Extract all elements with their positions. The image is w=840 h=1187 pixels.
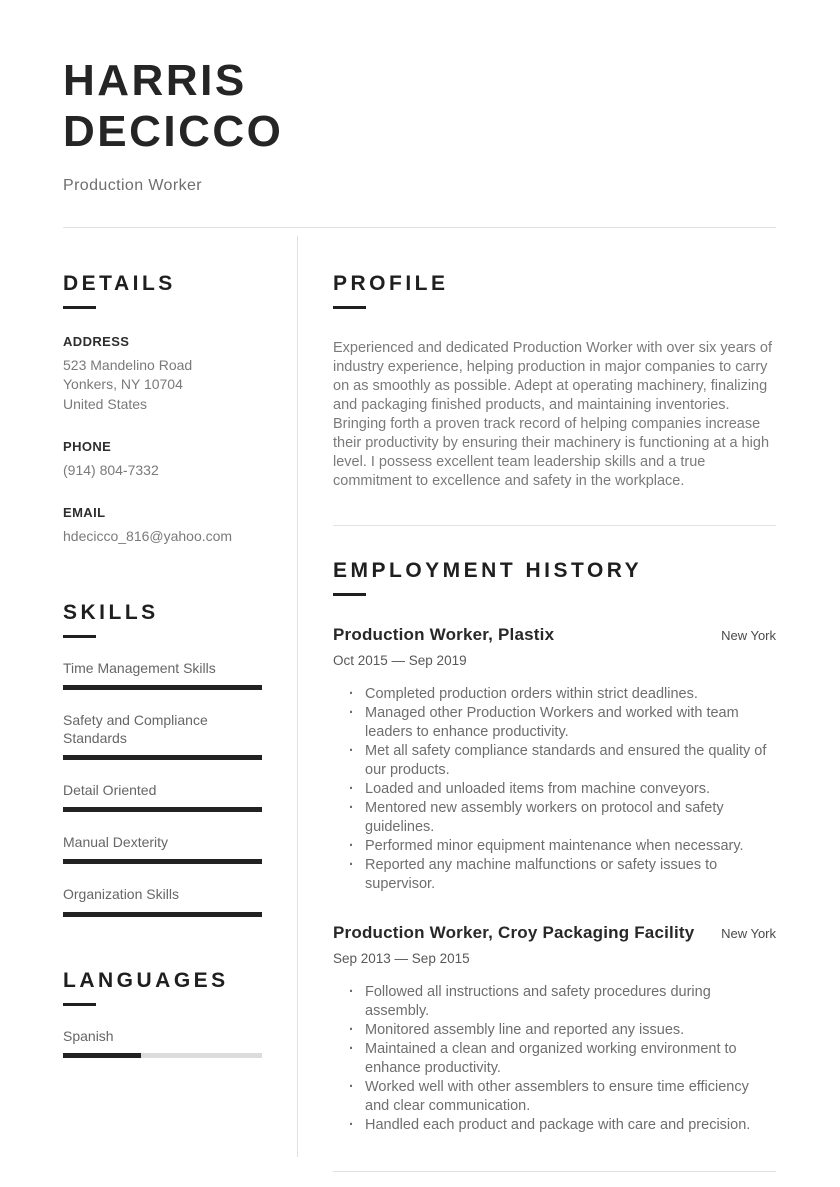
skill-item	[63, 711, 262, 760]
job-entry	[333, 625, 776, 894]
job-entry	[333, 923, 776, 1135]
skill-bar-track	[63, 859, 262, 864]
job-bullet: · Followed all instructions and safety procedures during assembly.	[333, 983, 776, 1021]
address-label: ADDRESS	[63, 333, 130, 349]
skill-label: Safety and Compliance Standards	[63, 711, 208, 746]
employment-heading: EMPLOYMENT HISTORY	[333, 558, 643, 582]
skills-heading: SKILLS	[63, 600, 159, 624]
skill-label: Detail Oriented	[63, 782, 157, 799]
job-bullet: · Maintained a clean and organized working environment to enhance productivity.	[333, 1040, 776, 1078]
skill-item	[63, 659, 262, 690]
job-bullet: · Reported any machine malfunctions or safety issues to supervisor.	[333, 856, 776, 894]
details-section	[63, 272, 262, 547]
skill-label: Manual Dexterity	[63, 834, 169, 851]
job-bullet: · Worked well with other assemblers to ensure time efficiency and clear communication.	[333, 1078, 776, 1116]
skill-label: Time Management Skills	[63, 659, 216, 676]
address-value	[63, 356, 262, 414]
languages-heading: LANGUAGES	[63, 968, 229, 992]
candidate-job-title: Production Worker	[63, 176, 203, 194]
skill-bar-track	[63, 807, 262, 812]
skill-item	[63, 885, 262, 916]
employment-bottom-divider	[333, 1171, 776, 1172]
job-bullet: · Handled each product and package with care and precision.	[333, 1116, 776, 1135]
job-location: New York	[721, 925, 776, 941]
job-title: Production Worker, Croy Packaging Facility	[333, 922, 695, 942]
skills-section	[63, 601, 262, 917]
sidebar	[63, 236, 262, 1058]
job-bullet: · Performed minor equipment maintenance when necessary.	[333, 837, 776, 856]
language-item	[63, 1027, 262, 1058]
details-heading-underline	[63, 306, 96, 309]
skill-bar-fill	[63, 685, 262, 690]
skill-bar-fill	[63, 912, 262, 917]
job-bullet: · Met all safety compliance standards and ensured the quality of our products.	[333, 742, 776, 780]
skill-item	[63, 781, 262, 812]
job-bullet: · Completed production orders within strict deadlines.	[333, 685, 776, 704]
job-title: Production Worker, Plastix	[333, 624, 555, 644]
job-bullet: · Loaded and unloaded items from machine conveyors.	[333, 780, 776, 799]
profile-section	[333, 272, 776, 491]
phone-label: PHONE	[63, 438, 112, 454]
skill-label: Organization Skills	[63, 886, 179, 903]
job-bullet: · Managed other Production Workers and worked with team leaders to enhance productivity.	[333, 704, 776, 742]
details-heading: DETAILS	[63, 271, 176, 295]
job-dates: Sep 2013 — Sep 2015	[333, 950, 470, 966]
skill-bar-fill	[63, 755, 262, 760]
skill-bar-track	[63, 685, 262, 690]
skill-item	[63, 833, 262, 864]
skill-bar-track	[63, 755, 262, 760]
email-label: EMAIL	[63, 505, 106, 521]
languages-heading-underline	[63, 1003, 96, 1006]
address-line: Yonkers, NY 10704	[63, 376, 183, 393]
column-divider	[297, 236, 298, 1157]
skill-bar-track	[63, 912, 262, 917]
job-title-row	[333, 625, 776, 645]
job-bullet: · Monitored assembly line and reported any issues.	[333, 1021, 776, 1040]
profile-summary: Experienced and dedicated Production Worker with over six years of industry experience, helping production in major companies to carry on as smoothly as possible. Adept at operating machinery, finalizing and packaging finished products, and maintaining inventories. Bringing forth a proven track record of helping companies increase their productivity by ensuring their machinery is functioning at a high level. I possess excellent team leadership skills and a true commitment to excellence and safety in the workplace.	[333, 339, 772, 489]
resume-header	[63, 55, 776, 195]
profile-heading: PROFILE	[333, 271, 449, 295]
language-bar-track	[63, 1053, 262, 1058]
employment-heading-underline	[333, 593, 366, 596]
main-content	[333, 236, 776, 1172]
address-line: United States	[63, 395, 148, 412]
content-columns	[63, 236, 776, 1172]
email-value: hdecicco_816@yahoo.com	[63, 528, 233, 545]
skill-bar-fill	[63, 859, 262, 864]
job-bullet: · Mentored new assembly workers on protocol and safety guidelines.	[333, 799, 776, 837]
skill-bar-fill	[63, 807, 262, 812]
skills-heading-underline	[63, 635, 96, 638]
job-dates: Oct 2015 — Sep 2019	[333, 652, 467, 668]
job-location: New York	[721, 627, 776, 643]
job-title-row	[333, 923, 776, 943]
profile-heading-underline	[333, 306, 366, 309]
address-line: 523 Mandelino Road	[63, 356, 193, 373]
candidate-name-line2: DECICCO	[63, 107, 284, 157]
languages-section	[63, 969, 262, 1058]
header-divider	[63, 227, 776, 228]
job-bullet-list	[333, 983, 776, 1135]
language-bar-fill	[63, 1053, 141, 1058]
job-bullet-list	[333, 685, 776, 894]
language-label: Spanish	[63, 1027, 114, 1044]
phone-value: (914) 804-7332	[63, 461, 159, 478]
profile-employment-divider	[333, 525, 776, 526]
candidate-name-line1: HARRIS	[63, 56, 247, 105]
employment-section	[333, 559, 776, 1172]
candidate-name	[63, 55, 776, 158]
